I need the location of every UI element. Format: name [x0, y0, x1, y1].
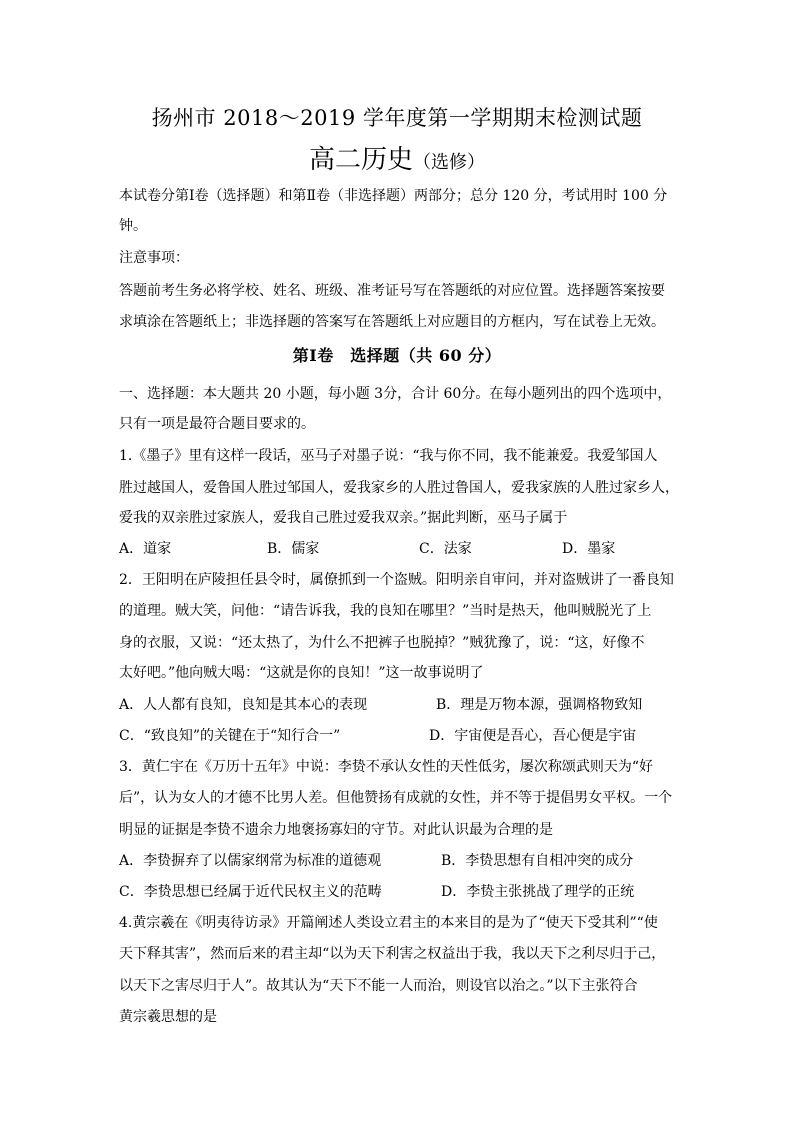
q1-line-2: 胜过越国人，爱鲁国人胜过邹国人，爱我家乡的人胜过鲁国人，爱我家族的人胜过家乡人， [119, 480, 679, 496]
notice-line-1: 答题前考生务必将学校、姓名、班级、准考证号写在答题纸的对应位置。选择题答案按要 [119, 283, 665, 299]
q4-line-3: 以天下之害尽归于人”。故其认为“天下不能一人而治，则设官以治之。”以下主张符合 [119, 978, 638, 994]
q3-option-b: B．李贽思想有自相冲突的成分 [441, 853, 634, 869]
q2-option-d: D．宇宙便是吾心，吾心便是宇宙 [429, 728, 637, 744]
q2-line-2: 的道理。贼大笑，问他：“请告诉我，我的良知在哪里？”当时是热天，他叫贼脱光了上 [119, 603, 652, 619]
intro-line-1: 本试卷分第Ⅰ卷（选择题）和第Ⅱ卷（非选择题）两部分；总分 120 分，考试用时 100 分 [119, 188, 668, 204]
notice-line-2: 求填涂在答题纸上；非选择题的答案写在答题纸上对应题目的方框内，写在试卷上无效。 [119, 314, 665, 330]
q4-line-4: 黄宗羲思想的是 [119, 1009, 217, 1025]
q2-option-a: A．人人都有良知，良知是其本心的表现 [119, 697, 368, 713]
section-instr-line-1: 一、选择题：本大题共 20 小题，每小题 3分，合计 60分。在每小题列出的四个选项中， [119, 386, 672, 402]
q4-line-2: 天下释其害”，然而后来的君主却“以为天下利害之权益出于我，我以天下之利尽归于己， [119, 946, 666, 962]
q3-option-c: C．李贽思想已经属于近代民权主义的范畴 [119, 884, 382, 900]
q1-line-3: 爱我的双亲胜过家族人，爱我自己胜过爱我双亲。”据此判断，巫马子属于 [119, 510, 568, 526]
section-title: 第Ⅰ卷 选择题（共 60 分） [292, 346, 502, 365]
exam-title: 扬州市 2018～2019 学年度第一学期期末检测试题 [151, 106, 643, 130]
section-instr-line-2: 只有一项是最符合题目要求的。 [119, 416, 315, 432]
intro-line-2: 钟。 [119, 218, 147, 234]
subject-note: （选修） [413, 152, 485, 173]
q1-option-a: A．道家 [119, 541, 172, 557]
q2-option-c: C．“致良知”的关键在于“知行合一” [119, 728, 341, 744]
subject-title [0, 142, 794, 181]
q2-line-1: 2．王阳明在庐陵担任县令时，属僚抓到一个盗贼。阳明亲自审问，并对盗贼讲了一番良知 [119, 572, 674, 588]
q1-option-d: D．墨家 [562, 541, 616, 557]
q3-option-d: D．李贽主张挑战了理学的正统 [441, 884, 635, 900]
q3-line-3: 明显的证据是李贽不遗余力地褒扬寡妇的守节。对此认识最为合理的是 [119, 822, 553, 838]
q4-line-1: 4.黄宗羲在《明夷待访录》开篇阐述人类设立君主的本来目的是为了“使天下受其利”“使 [119, 915, 658, 931]
q2-option-b: B．理是万物本源，强调格物致知 [436, 697, 643, 713]
q2-line-3: 身的衣服，又说：“还太热了，为什么不把裤子也脱掉？”贼犹豫了，说：“这，好像不 [119, 635, 645, 651]
subject-name: 高二历史 [308, 145, 413, 175]
q1-option-c: C．法家 [419, 541, 472, 557]
q3-line-1: 3．黄仁宇在《万历十五年》中说：李贽不承认女性的天性低劣，屡次称颂武则天为“好 [119, 759, 654, 775]
q1-option-b: B．儒家 [267, 541, 320, 557]
q2-line-4: 太好吧。”他向贼大喝：“这就是你的良知！”这一故事说明了 [119, 665, 484, 681]
q3-option-a: A．李贽摒弃了以儒家纲常为标准的道德观 [119, 853, 382, 869]
q1-line-1: 1.《墨子》里有这样一段话，巫马子对墨子说：“我与你不同，我不能兼爱。我爱邹国人 [119, 448, 658, 464]
q3-line-2: 后”，认为女人的才德不比男人差。但他赞扬有成就的女性，并不等于提倡男女平权。一个 [119, 790, 673, 806]
notice-label: 注意事项： [119, 250, 189, 266]
